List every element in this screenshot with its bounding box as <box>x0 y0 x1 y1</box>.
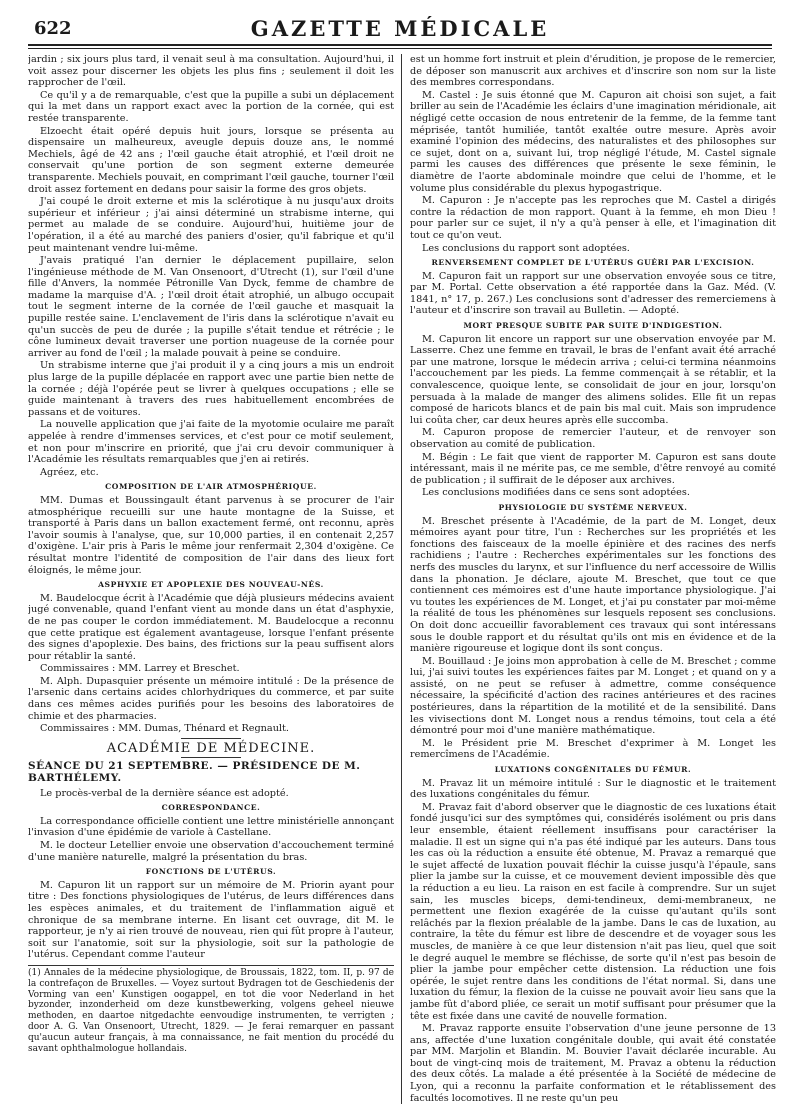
separator <box>181 757 241 758</box>
right-column <box>410 54 776 1104</box>
paragraph: J'avais pratiqué l'an dernier le déplacement pupillaire, selon l'ingénieuse méthode de M. Van Onsenoort, d'Utrecht (1), sur l'œil d'une fille d'Anvers, la nommée Pétronille Van Dyck, femme de chambre de madame la marquise d'A. ; l'œil droit était atrophié, un albugo occupait tout le segment interne de la cornée de l'œil gauche et masquait la pupille restée saine. L'enclavement de l'iris dans la sclérotique n'avait eu qu'un succès de peu de durée ; la pupille s'était tendue et rétrécie ; le cône lumineux devait traverser une portion nuageuse de la cornée pour arriver au fond de l'œil ; la malade pouvait à peine se conduire. <box>28 255 394 359</box>
paragraph: M. Capuron lit encore un rapport sur une observation envoyée par M. Lasserre. Chez une femme en travail, le bras de l'enfant avait été arraché par une matrone, lorsque le médecin arriva ; celui-ci termina néanmoins l'accouchement par les pieds. La femme commençait à se rétablir, et la convalescence, quoique lente, se consolidait de jour en jour, lorsqu'on persuada à la malade de manger des alimens solides. Elle fit un repas composé de haricots blancs et de pain bis mal cuit. Mais son imprudence lui coûta cher, car deux heures après elle succomba. <box>410 333 776 426</box>
paragraph: M. Capuron : Je n'accepte pas les reproches que M. Castel a dirigés contre la rédaction de mon rapport. Quant à la femme, eh mon Dieu ! pour parler sur ce sujet, il n'y a qu'à penser à elle, et l'imagination dit tout ce qu'on veut. <box>410 195 776 241</box>
footnote: (1) Annales de la médecine physiologique, de Broussais, 1822, tom. II, p. 97 de la contrefaçon de Bruxelles. — Voyez surtout Bydragen tot de Geschiedenis der Vorming van een' Kunstigen oogappel, en tot die voor Nederland in het byzonder, inzonderheid om deze kunstbewerking, volgens geheel nieuwe methoden, en daartoe nitgedachte eenvoudige instrumenten, te verrigten ; door A. G. Van Onsenoort, Utrecht, 1829. — Je ferai remarquer en passant qu'aucun auteur français, à ma connaissance, ne fait mention du procédé du savant ophthalmologue hollandais. <box>28 965 394 1054</box>
paragraph: M. Baudelocque écrit à l'Académie que déjà plusieurs médecins avaient jugé convenable, quand l'enfant vient au monde dans un état d'asphyxie, de ne pas couper le cordon immédiatement. M. Baudelocque a reconnu que cette pratique est également avantageuse, lorsque l'enfant présente des signes d'apoplexie. Des bains, des frictions sur la peau suffisent alors pour rétablir la santé. <box>28 592 394 662</box>
paragraph: M. Castel : Je suis étonné que M. Capuron ait choisi son sujet, a fait briller au sein de l'Académie les éclairs d'une imagination méridionale, ait négligé cette occasion de nous entretenir de la femme, de la femme tant méprisée, tantôt humiliée, tantôt exaltée outre mesure. Après avoir examiné l'opinion des médecins, des naturalistes et des philosophes sur ce sujet, dont on a, suivant lui, trop négligé l'étude, M. Castel signale parmi les causes des différences que présente le sexe féminin, le diamètre de l'aorte abdominale moindre que celui de l'homme, et le volume plus considérable du plexus hypogastrique. <box>410 89 776 194</box>
page-number: 622 <box>34 18 72 39</box>
paragraph: M. Capuron propose de remercier l'auteur, et de renvoyer son observation au comité de publication. <box>410 427 776 450</box>
section-heading: RENVERSEMENT COMPLET DE L'UTÉRUS GUÉRI PAR L'EXCISION. <box>431 258 755 268</box>
paragraph: La nouvelle application que j'ai faite de la myotomie oculaire me paraît appelée à rendre d'immenses services, et c'est pour ce motif seulement, et non pour m'inscrire en priorité, que j'ai cru devoir communiquer à l'Académie les résultats remarquables que j'en ai retirés. <box>28 419 394 466</box>
section-heading: LUXATIONS CONGÉNITALES DU FÉMUR. <box>494 765 692 775</box>
paragraph: Les conclusions du rapport sont adoptées. <box>422 242 630 254</box>
paragraph: M. le Président prie M. Breschet d'exprimer à M. Longet les remercîmens de l'Académie. <box>410 737 776 761</box>
paragraph: J'ai coupé le droit externe et mis la sclérotique à nu jusqu'aux droits supérieur et inférieur ; j'ai ainsi déterminé un strabisme interne, qui permet au malade de se conduire. Aujourd'hui, huitième jour de l'opération, il a été au marché des paniers d'osier, qu'il fabrique et qu'il peut maintenant vendre lui-même. <box>28 196 394 254</box>
academy-heading: ACADÉMIE DE MÉDECINE. <box>106 740 316 756</box>
paragraph: M. Capuron lit un rapport sur un mémoire de M. Priorin ayant pour titre : Des fonctions physiologiques de l'utérus, de leurs différences dans les espèces animales, et du traitement de l'inflammation aiguë et chronique de sa membrane interne. En lisant cet ouvrage, dit M. le rapporteur, je n'y ai rien trouvé de nouveau, rien qui fût propre à l'auteur, soit sur l'anatomie, soit sur la physiologie, soit sur la pathologie de l'utérus. Cependant comme l'auteur <box>28 879 394 961</box>
paragraph: Un strabisme interne que j'ai produit il y a cinq jours a mis un endroit plus large de la pupille déplacée en rapport avec une partie bien nette de la cornée ; déjà l'opérée peut se livrer à quelques occupations ; elle se guide maintenant à travers des rues habituellement encombrées de passans et de voitures. <box>28 360 394 418</box>
paragraph: Commissaires : MM. Dumas, Thénard et Regnault. <box>40 723 290 735</box>
header-rule-thin <box>28 48 772 49</box>
paragraph: M. Pravaz fait d'abord observer que le diagnostic de ces luxations était fondé jusqu'ici sur des symptômes qui, considérés isolément ou pris dans leur ensemble, étaient réellement insuffisans pour caractériser la maladie. Il est un signe qui n'a pas été indiqué par les auteurs. Dans tous les cas où la réduction a ensuite été obtenue, M. Pravaz a remarqué que le sujet affecté de luxation pouvait fléchir la cuisse jusqu'à l'épaule, sans plier la jambe sur la cuisse, et ce mouvement devient impossible dès que la réduction a eu lieu. La raison en est facile à comprendre. Sur un sujet sain, les muscles biceps, demi-tendineux, demi-membraneux, ne permettent une flexion exagérée de la cuisse qu'autant qu'ils sont relâchés par la flexion préalable de la jambe. Dans le cas de luxation, au contraire, la tête du fémur est libre de descendre et de voyager sous les muscles, de manière à ce que leur distension n'ait pas lieu, quel que soit le degré auquel le membre se fléchisse, de sorte qu'il n'est pas besoin de plier la jambe pour empêcher cette distension. La réduction une fois opérée, le sujet rentre dans les conditions de l'état normal. Si, dans une luxation du fémur, la flexion de la cuisse ne pouvait avoir lieu sans que la jambe fût d'abord pliée, ce serait un motif suffisant pour présumer que la tête est fixée dans une cavité de nouvelle formation. <box>410 801 776 1022</box>
paragraph: La correspondance officielle contient une lettre ministérielle annonçant l'invasion d'une épidémie de variole à Castellane. <box>28 815 394 839</box>
left-column <box>28 54 394 1104</box>
masthead-title: GAZETTE MÉDICALE <box>250 16 550 41</box>
section-heading: PHYSIOLOGIE DU SYSTÈME NERVEUX. <box>498 502 688 512</box>
section-heading: COMPOSITION DE L'AIR ATMOSPHÉRIQUE. <box>105 482 317 492</box>
paragraph: Commissaires : MM. Larrey et Breschet. <box>40 663 240 675</box>
paragraph: jardin ; six jours plus tard, il venait seul à ma consultation. Aujourd'hui, il voit assez pour discerner les objets les plus fins ; seulement il doit les rapprocher de l'œil. <box>28 54 394 89</box>
section-heading: MORT PRESQUE SUBITE PAR SUITE D'INDIGESTION. <box>463 321 723 331</box>
session-heading: SÉANCE DU 21 SEPTEMBRE. — PRÉSIDENCE DE M. BARTHÉLEMY. <box>28 760 361 785</box>
paragraph: Les conclusions modifiées dans ce sens sont adoptées. <box>422 487 690 499</box>
paragraph: M. Bouillaud : Je joins mon approbation à celle de M. Breschet ; comme lui, j'ai suivi toutes les expériences faites par M. Longet ; et quand on y a assisté, on ne peut se refuser à admettre, comme conséquence nécessaire, la spécificité d'action des racines antérieures et des racines postérieures, dans la répartition de la motilité et de la sensibilité. Dans les vivisections dont M. Longet nous a rendus témoins, tout cela a été démontré pour moi d'une manière mathématique. <box>410 655 776 737</box>
page-header <box>28 10 772 44</box>
paragraph: M. Alph. Dupasquier présente un mémoire intitulé : De la présence de l'arsenic dans certains acides chlorhydriques du commerce, et par suite dans ces mêmes acides purifiés pour les besoins des laboratoires de chimie et des pharmacies. <box>28 675 394 722</box>
paragraph: Agréez, etc. <box>40 466 99 478</box>
paragraph: M. Capuron fait un rapport sur une observation envoyée sous ce titre, par M. Portal. Cette observation a été rapportée dans la Gaz. Méd. (V. 1841, n° 17, p. 267.) Les conclusions sont d'adresser des remerciemens à l'auteur et d'inscrire son travail au Bulletin. — Adopté. <box>410 270 776 317</box>
paragraph: M. Pravaz lit un mémoire intitulé : Sur le diagnostic et le traitement des luxations congénitales du fémur. <box>410 777 776 801</box>
paragraph: M. le docteur Letellier envoie une observation d'accouchement terminé d'une manière naturelle, malgré la présentation du bras. <box>28 840 394 863</box>
column-divider <box>401 54 402 1104</box>
paragraph: MM. Dumas et Boussingault étant parvenus à se procurer de l'air atmosphérique recueilli sur une haute montagne de la Suisse, et transporté à Paris dans un ballon exactement fermé, ont reconnu, après l'avoir soumis à l'analyse, que, sur 10,000 parties, il en contenait 2,257 d'oxigène. L'air pris à Paris le même jour renfermait 2,304 d'oxigène. Ce résultat montre l'identité de composition de l'air dans des lieux fort éloignés, le même jour. <box>28 494 394 576</box>
paragraph: M. Bégin : Le fait que vient de rapporter M. Capuron est sans doute intéressant, mais il ne mérite pas, ce me semble, d'être renvoyé au comité de publication ; il suffirait de le déposer aux archives. <box>410 451 776 486</box>
separator <box>181 738 241 739</box>
paragraph: Elzoecht était opéré depuis huit jours, lorsque se présenta au dispensaire un malheureux, aveugle depuis douze ans, le nommé Mechiels, âgé de 42 ans ; l'œil gauche était atrophié, et l'œil droit ne conservait qu'une portion de son segment externe demeurée transparente. Mechiels pouvait, en comprimant l'œil gauche, tourner l'œil droit assez fortement en dedans pour saisir la forme des gros objets. <box>28 125 394 195</box>
paragraph: est un homme fort instruit et plein d'érudition, je propose de le remercier, de déposer son manuscrit aux archives et d'inscrire son nom sur la liste des membres correspondans. <box>410 54 776 89</box>
paragraph: M. Pravaz rapporte ensuite l'observation d'une jeune personne de 13 ans, affectée d'une luxation congénitale double, qui avait été constatée par MM. Marjolin et Blandin. M. Bouvier l'avait déclarée incurable. Au bout de vingt-cinq mois de traitement, M. Pravaz a obtenu la réduction des deux côtés. La malade a été présentée à la Société de médecine de Lyon, qui a reconnu la parfaite conformation et le rétablissement des facultés locomotives. Il ne reste qu'un peu <box>410 1023 776 1104</box>
section-heading: ASPHYXIE ET APOPLEXIE DES NOUVEAU-NÉS. <box>98 580 324 590</box>
paragraph: Ce qu'il y a de remarquable, c'est que la pupille a subi un déplacement qui la met dans un rapport exact avec la portion de la cornée, qui est restée transparente. <box>28 89 394 124</box>
header-rule <box>28 44 772 46</box>
section-heading: CORRESPONDANCE. <box>161 803 261 813</box>
paragraph: Le procès-verbal de la dernière séance est adopté. <box>40 787 289 799</box>
section-heading: FONCTIONS DE L'UTÉRUS. <box>145 867 277 877</box>
paragraph: M. Breschet présente à l'Académie, de la part de M. Longet, deux mémoires ayant pour titre, l'un : Recherches sur les propriétés et les fonctions des faisceaux de la moelle épinière et des racines des nerfs rachidiens ; l'autre : Recherches expérimentales sur les fonctions des nerfs des muscles du larynx, et sur l'influence du nerf accessoire de Willis dans la phonation. Je déclare, ajoute M. Breschet, que tout ce que contiennent ces mémoires est d'une haute importance physiologique. J'ai vu toutes les expériences de M. Longet, et j'ai pu constater par moi-même la réalité de tous les phénomènes sur lesquels reposent ses conclusions. On doit donc accueillir favorablement ces travaux qui sont intéressans sous le double rapport et du résultat qu'ils ont mis en évidence et de la manière rigoureuse et logique dont ils sont conçus. <box>410 515 776 655</box>
